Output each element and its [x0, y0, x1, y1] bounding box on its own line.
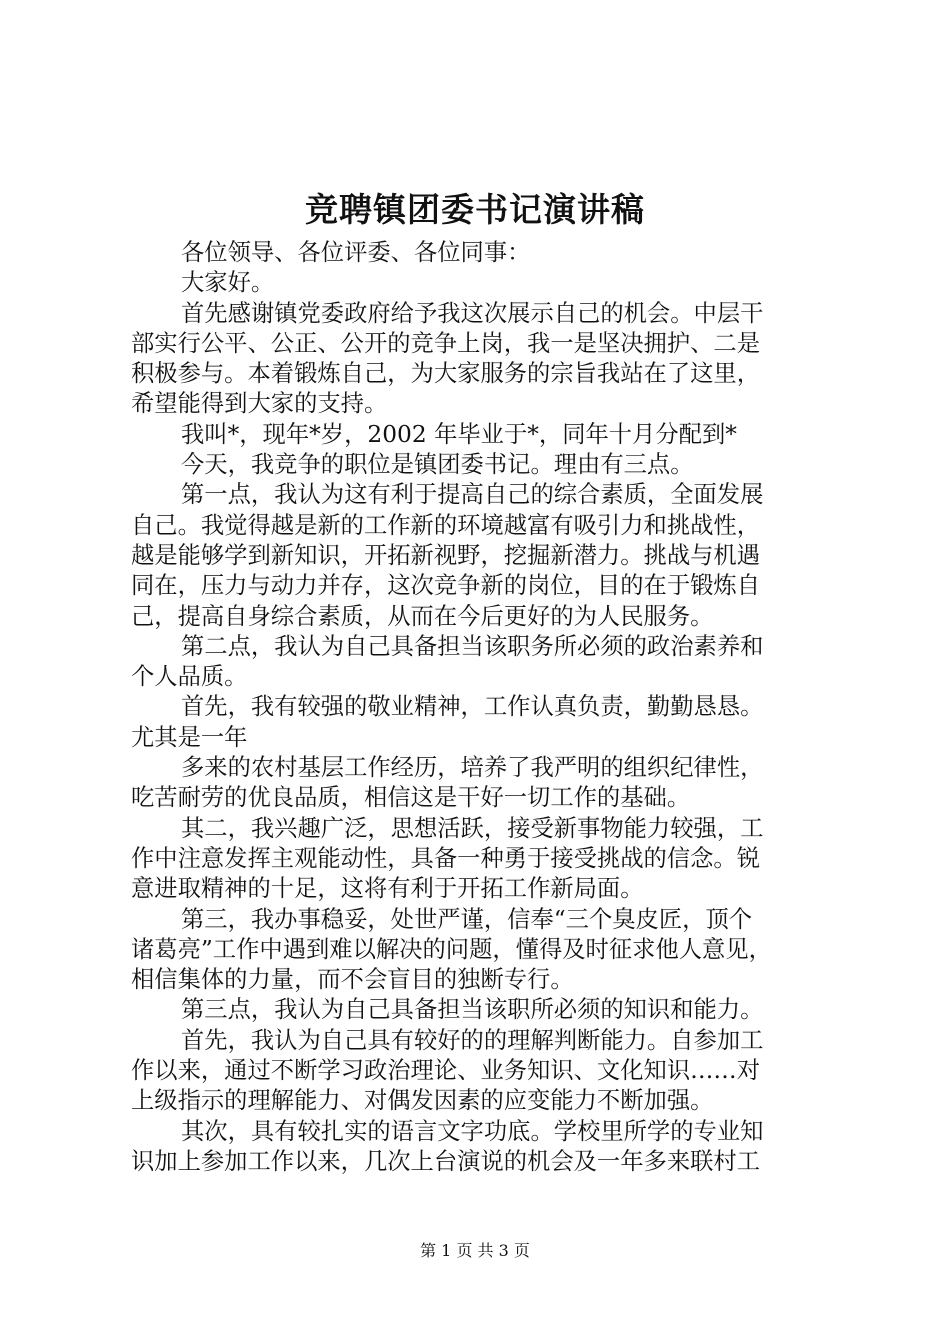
text-line: 自己。我觉得越是新的工作新的环境越富有吸引力和挑战性，: [131, 511, 761, 539]
text-line: 其二，我兴趣广泛，思想活跃，接受新事物能力较强，工: [181, 814, 764, 842]
text-line: 己，提高自身综合素质，从而在今后更好的为人民服务。: [131, 602, 714, 630]
text-line: 作以来，通过不断学习政治理论、业务知识、文化知识……对: [131, 1057, 761, 1085]
text-line: 吃苦耐劳的优良品质，相信这是干好一切工作的基础。: [131, 784, 691, 812]
text-line: 积极参与。本着锻炼自己，为大家服务的宗旨我站在了这里，: [131, 360, 761, 388]
text-line: 多来的农村基层工作经历，培养了我严明的组织纪律性，: [181, 754, 764, 782]
text-line: 尤其是一年: [131, 723, 248, 751]
document-title: 竞聘镇团委书记演讲稿: [305, 190, 645, 229]
document-body: [131, 238, 831, 1177]
text-line: 个人品质。: [131, 663, 248, 691]
text-line: 部实行公平、公正、公开的竞争上岗，我一是坚决拥护、二是: [131, 329, 761, 357]
text-line: 上级指示的理解能力、对偶发因素的应变能力不断加强。: [131, 1087, 714, 1115]
text-line: 其次，具有较扎实的语言文字功底。学校里所学的专业知: [181, 1117, 764, 1145]
text-line: 今天，我竞争的职位是镇团委书记。理由有三点。: [181, 451, 694, 479]
text-line: 首先感谢镇党委政府给予我这次展示自己的机会。中层干: [181, 299, 764, 327]
text-line: 相信集体的力量，而不会盲目的独断专行。: [131, 966, 574, 994]
text-line: 同在，压力与动力并存，这次竞争新的岗位，目的在于锻炼自: [131, 572, 761, 600]
text-line: 作中注意发挥主观能动性，具备一种勇于接受挑战的信念。锐: [131, 844, 761, 872]
text-line: 越是能够学到新知识，开拓新视野，挖掘新潜力。挑战与机遇: [131, 541, 761, 569]
text-line: 诸葛亮”工作中遇到难以解决的问题，懂得及时征求他人意见，: [131, 935, 772, 963]
text-line: 第三，我办事稳妥，处世严谨，信奉“三个臭皮匠，顶个: [181, 905, 753, 933]
text-line: 第二点，我认为自己具备担当该职务所必须的政治素养和: [181, 632, 764, 660]
text-line: 各位领导、各位评委、各位同事：: [181, 239, 531, 266]
text-line: 首先，我认为自己具有较好的的理解判断能力。自参加工: [181, 1026, 764, 1054]
text-line: 首先，我有较强的敬业精神，工作认真负责，勤勤恳恳。: [181, 693, 764, 721]
text-line: 识加上参加工作以来，几次上台演说的机会及一年多来联村工: [131, 1147, 761, 1175]
text-line: 我叫*，现年*岁，2002 年毕业于*，同年十月分配到*: [181, 420, 737, 448]
page-indicator: 第 1 页 共 3 页: [420, 1241, 530, 1260]
text-line: 大家好。: [181, 269, 275, 297]
text-line: 希望能得到大家的支持。: [131, 390, 388, 418]
text-line: 意进取精神的十足，这将有利于开拓工作新局面。: [131, 875, 644, 903]
text-line: 第三点，我认为自己具备担当该职所必须的知识和能力。: [181, 996, 764, 1024]
text-line: 第一点，我认为这有利于提高自己的综合素质，全面发展: [181, 481, 764, 509]
